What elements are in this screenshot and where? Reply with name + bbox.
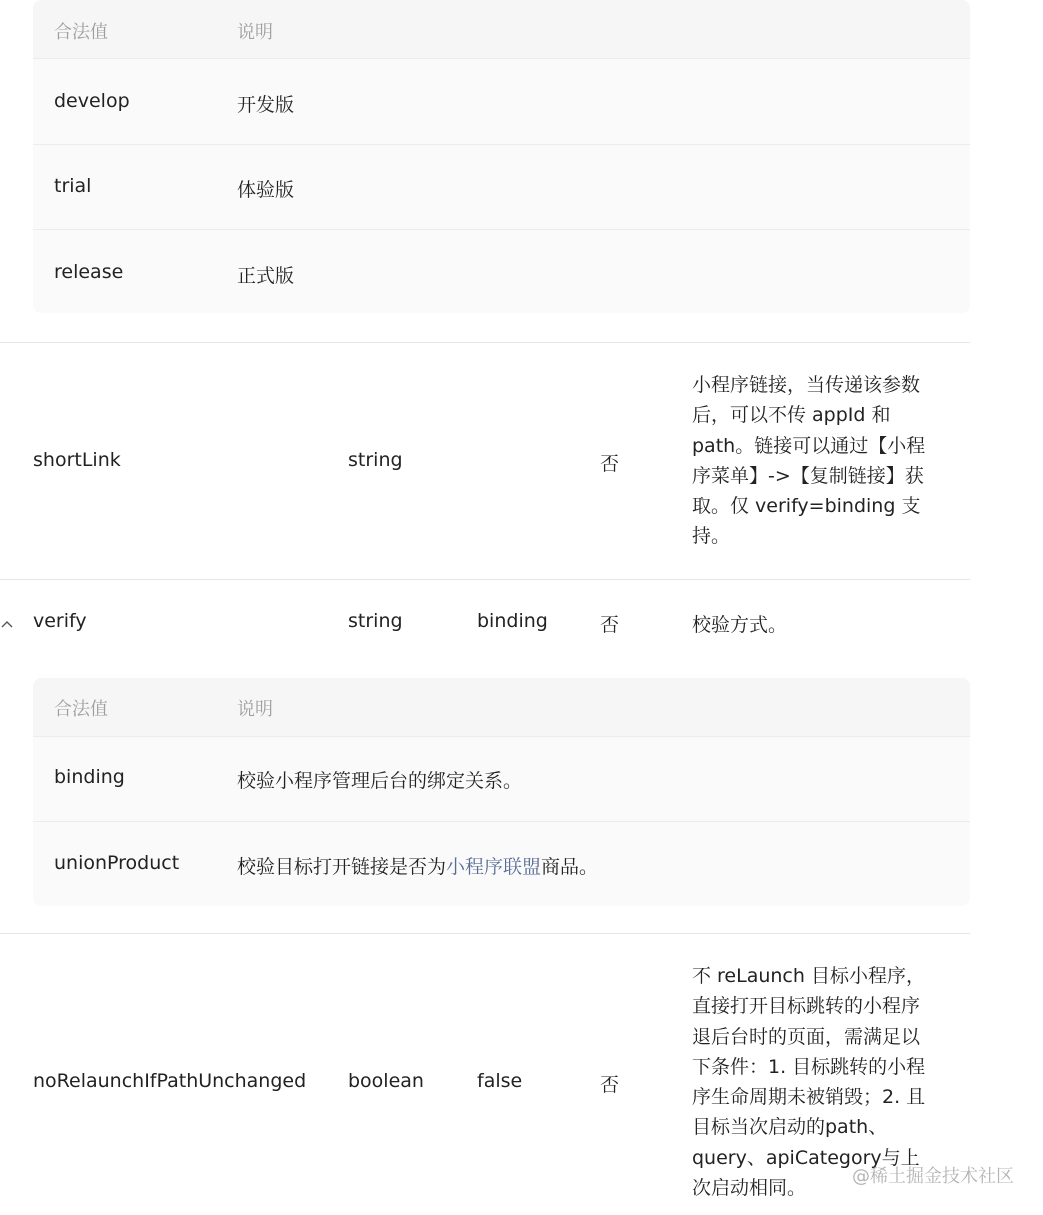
param-required-shortlink: 否 [600, 453, 620, 475]
header-legal-value: 合法值 [54, 699, 108, 720]
env-value-develop: develop [54, 90, 130, 112]
divider [33, 58, 970, 59]
verify-value-binding: binding [54, 766, 125, 788]
desc-line: 目标当次启动的path、 [692, 1116, 888, 1139]
verify-desc-unionproduct [237, 852, 598, 879]
param-type-norelaunch: boolean [348, 1070, 424, 1092]
desc-suffix: 商品。 [541, 856, 599, 878]
desc-line: path。链接可以通过【小程 [692, 434, 926, 457]
header-legal-value: 合法值 [54, 22, 108, 43]
divider [33, 229, 970, 230]
env-value-trial: trial [54, 175, 92, 197]
desc-line: 不 reLaunch 目标小程序， [692, 965, 925, 987]
desc-line: 直接打开目标跳转的小程序 [692, 995, 921, 1018]
divider [33, 821, 970, 822]
param-default-verify: binding [477, 610, 548, 632]
desc-line: 序生命周期未被销毁；2. 且 [692, 1086, 926, 1109]
chevron-up-icon[interactable] [0, 614, 14, 628]
env-desc-develop: 开发版 [237, 94, 295, 116]
header-description: 说明 [237, 22, 273, 43]
param-required-verify: 否 [600, 614, 620, 636]
env-desc-trial: 体验版 [237, 179, 295, 201]
desc-line: 下条件：1. 目标跳转的小程 [692, 1055, 926, 1078]
env-values-header [33, 0, 970, 58]
desc-line: 序菜单】->【复制链接】获 [692, 464, 924, 487]
env-desc-release: 正式版 [237, 265, 295, 287]
param-desc-shortlink [692, 370, 927, 552]
desc-line: 次启动相同。 [692, 1177, 807, 1200]
param-name-verify: verify [33, 610, 87, 632]
divider [33, 736, 970, 737]
desc-line: 小程序链接，当传递该参数 [692, 374, 921, 396]
param-name-norelaunch: noRelaunchIfPathUnchanged [33, 1070, 307, 1092]
union-program-link[interactable]: 小程序联盟 [446, 856, 542, 878]
param-type-shortlink: string [348, 449, 403, 471]
desc-line: 后，可以不传 appId 和 [692, 404, 891, 427]
desc-line: 退后台时的页面，需满足以 [692, 1025, 921, 1048]
desc-line: 取。仅 verify=binding 支 [692, 495, 921, 518]
env-value-release: release [54, 261, 124, 283]
desc-prefix: 校验目标打开链接是否为 [237, 856, 447, 878]
desc-line: 持。 [692, 525, 731, 548]
header-description: 说明 [237, 699, 273, 720]
param-type-verify: string [348, 610, 403, 632]
watermark: @稀土掘金技术社区 [852, 1166, 1014, 1187]
verify-values-header [33, 678, 970, 736]
param-default-norelaunch: false [477, 1070, 523, 1092]
verify-values-table [33, 678, 970, 906]
verify-value-unionproduct: unionProduct [54, 852, 180, 874]
desc-line: query、apiCategory与上 [692, 1146, 920, 1169]
row-divider [0, 579, 970, 580]
row-divider [0, 342, 970, 343]
row-divider [0, 933, 970, 934]
param-desc-verify: 校验方式。 [692, 614, 788, 636]
param-required-norelaunch: 否 [600, 1074, 620, 1096]
divider [33, 144, 970, 145]
verify-desc-binding: 校验小程序管理后台的绑定关系。 [237, 770, 523, 792]
env-values-table [33, 0, 970, 313]
param-name-shortlink: shortLink [33, 449, 121, 471]
